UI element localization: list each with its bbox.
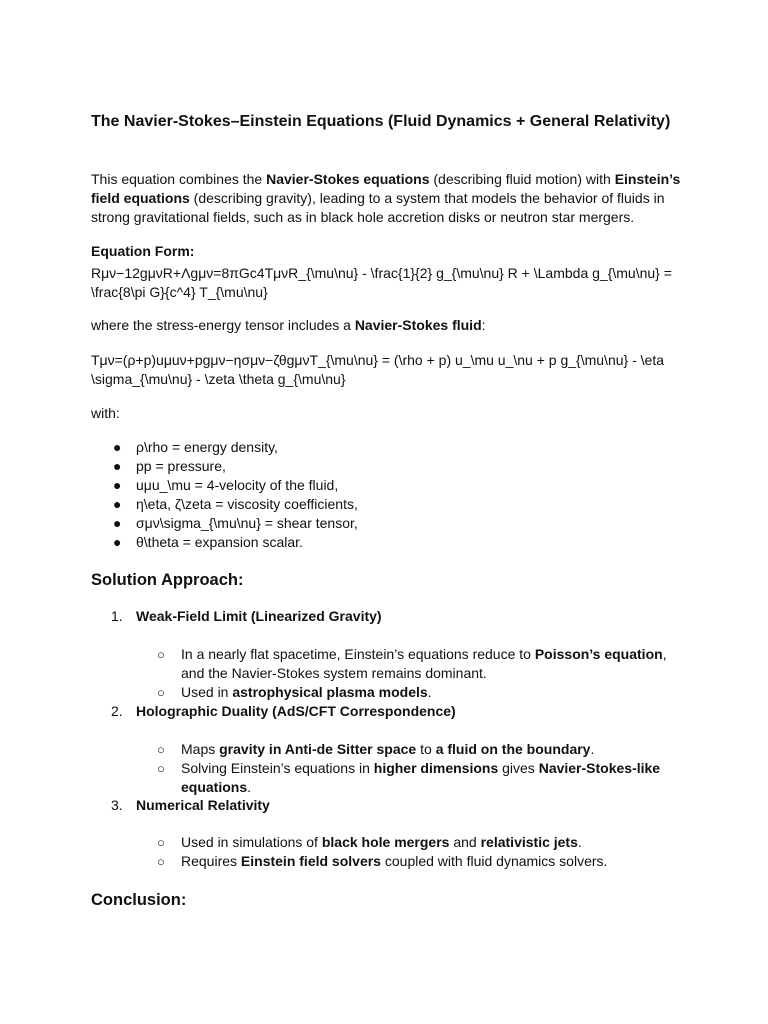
sub-text: and the Navier-Stokes system remains dominant. [181,665,487,681]
sub-bold: relativistic jets [480,834,578,850]
intro-text: (describing fluid motion) with [429,171,615,187]
definition-text: uμu_\mu = 4-velocity of the fluid, [136,477,339,493]
tensor-line-2: \sigma_{\mu\nu} - \zeta \theta g_{\mu\nu} [91,371,346,387]
bullet-icon: ● [113,439,122,455]
with-label: with: [91,405,120,421]
stress-text: : [481,317,486,333]
solution-heading: Solution Approach: [91,571,244,589]
intro-bold-einstein: Einstein’s field equations [91,171,681,206]
sub-bold: Einstein field solvers [240,853,381,869]
circle-bullet-icon: ○ [157,685,165,700]
bullet-icon: ● [113,477,122,493]
sub-text: In a nearly flat spacetime, Einstein’s equations reduce to [181,646,535,662]
sub-text: to [416,741,436,757]
sub-text: gives [498,760,539,776]
sub-bold: black hole mergers [321,834,450,850]
sub-text: , [662,646,667,662]
equation-line-2: \frac{8\pi G}{c^4} T_{\mu\nu} [91,284,268,300]
equation-line-1: Rμν−12gμνR+Λgμν=8πGc4TμνR_{\mu\nu} - \frac{1}{2} g_{\mu\nu} R + \Lambda g_{\mu\nu} = [91,265,672,281]
item-title: Weak-Field Limit (Linearized Gravity) [136,608,382,624]
circle-bullet-icon: ○ [157,854,165,869]
sub-text: Maps [181,741,220,757]
item-number: 3. [111,797,123,813]
intro-text: This equation combines the [91,171,267,187]
stress-energy-intro [91,316,691,335]
sub-bold: higher dimensions [373,760,499,776]
circle-bullet-icon: ○ [157,761,165,776]
stress-text: where the stress-energy tensor includes a [91,317,355,333]
item-number: 2. [111,703,123,719]
intro-paragraph [91,170,691,227]
bullet-icon: ● [113,496,122,512]
definition-text: σμν\sigma_{\mu\nu} = shear tensor, [136,515,358,531]
circle-bullet-icon: ○ [157,647,165,662]
sub-text: . [247,779,252,795]
sub-text: coupled with fluid dynamics solvers. [380,853,608,869]
sub-item-text [181,740,681,759]
bullet-icon: ● [113,534,122,550]
sub-text: . [427,684,432,700]
item-title: Holographic Duality (AdS/CFT Correspondence) [136,703,456,719]
sub-item-text [181,852,681,871]
definition-text: θ\theta = expansion scalar. [136,534,303,550]
sub-text: Used in simulations of [181,834,322,850]
sub-item-text [181,683,681,702]
equation-form-label: Equation Form: [91,243,195,259]
intro-bold-navier-stokes: Navier-Stokes equations [266,171,430,187]
sub-text: and [449,834,481,850]
sub-text: Solving Einstein’s equations in [181,760,374,776]
definition-text: ρ\rho = energy density, [136,439,278,455]
item-number: 1. [111,608,123,624]
conclusion-heading: Conclusion: [91,891,187,909]
bullet-icon: ● [113,458,122,474]
bullet-icon: ● [113,515,122,531]
circle-bullet-icon: ○ [157,742,165,757]
tensor-line-1: Tμν=(ρ+p)uμuν+pgμν−ησμν−ζθgμνT_{\mu\nu} = (\rho + p) u_\mu u_\nu + p g_{\mu\nu} - \eta [91,352,664,368]
sub-item-text [181,833,681,852]
sub-bold: Poisson’s equation [534,646,663,662]
stress-bold: Navier-Stokes fluid [354,317,482,333]
sub-item-text [181,645,681,683]
sub-bold: gravity in Anti-de Sitter space [219,741,417,757]
sub-text: . [577,834,582,850]
sub-bold: astrophysical plasma models [232,684,428,700]
sub-bold: equations [181,779,248,795]
sub-bold: a fluid on the boundary [435,741,591,757]
sub-bold: Navier-Stokes-like [538,760,661,776]
item-title: Numerical Relativity [136,797,270,813]
definition-text: pp = pressure, [136,458,226,474]
sub-item-text [181,759,681,797]
circle-bullet-icon: ○ [157,835,165,850]
sub-text: . [590,741,595,757]
sub-text: Used in [181,684,233,700]
sub-text: Requires [181,853,241,869]
intro-text: (describing gravity), leading to a system that models the behavior of fluids in strong gravitational fields, such as in black hole accretion disks or neutron star mergers. [91,190,665,225]
document-title: The Navier-Stokes–Einstein Equations (Fluid Dynamics + General Relativity) [91,113,671,130]
definition-text: η\eta, ζ\zeta = viscosity coefficients, [136,496,358,512]
